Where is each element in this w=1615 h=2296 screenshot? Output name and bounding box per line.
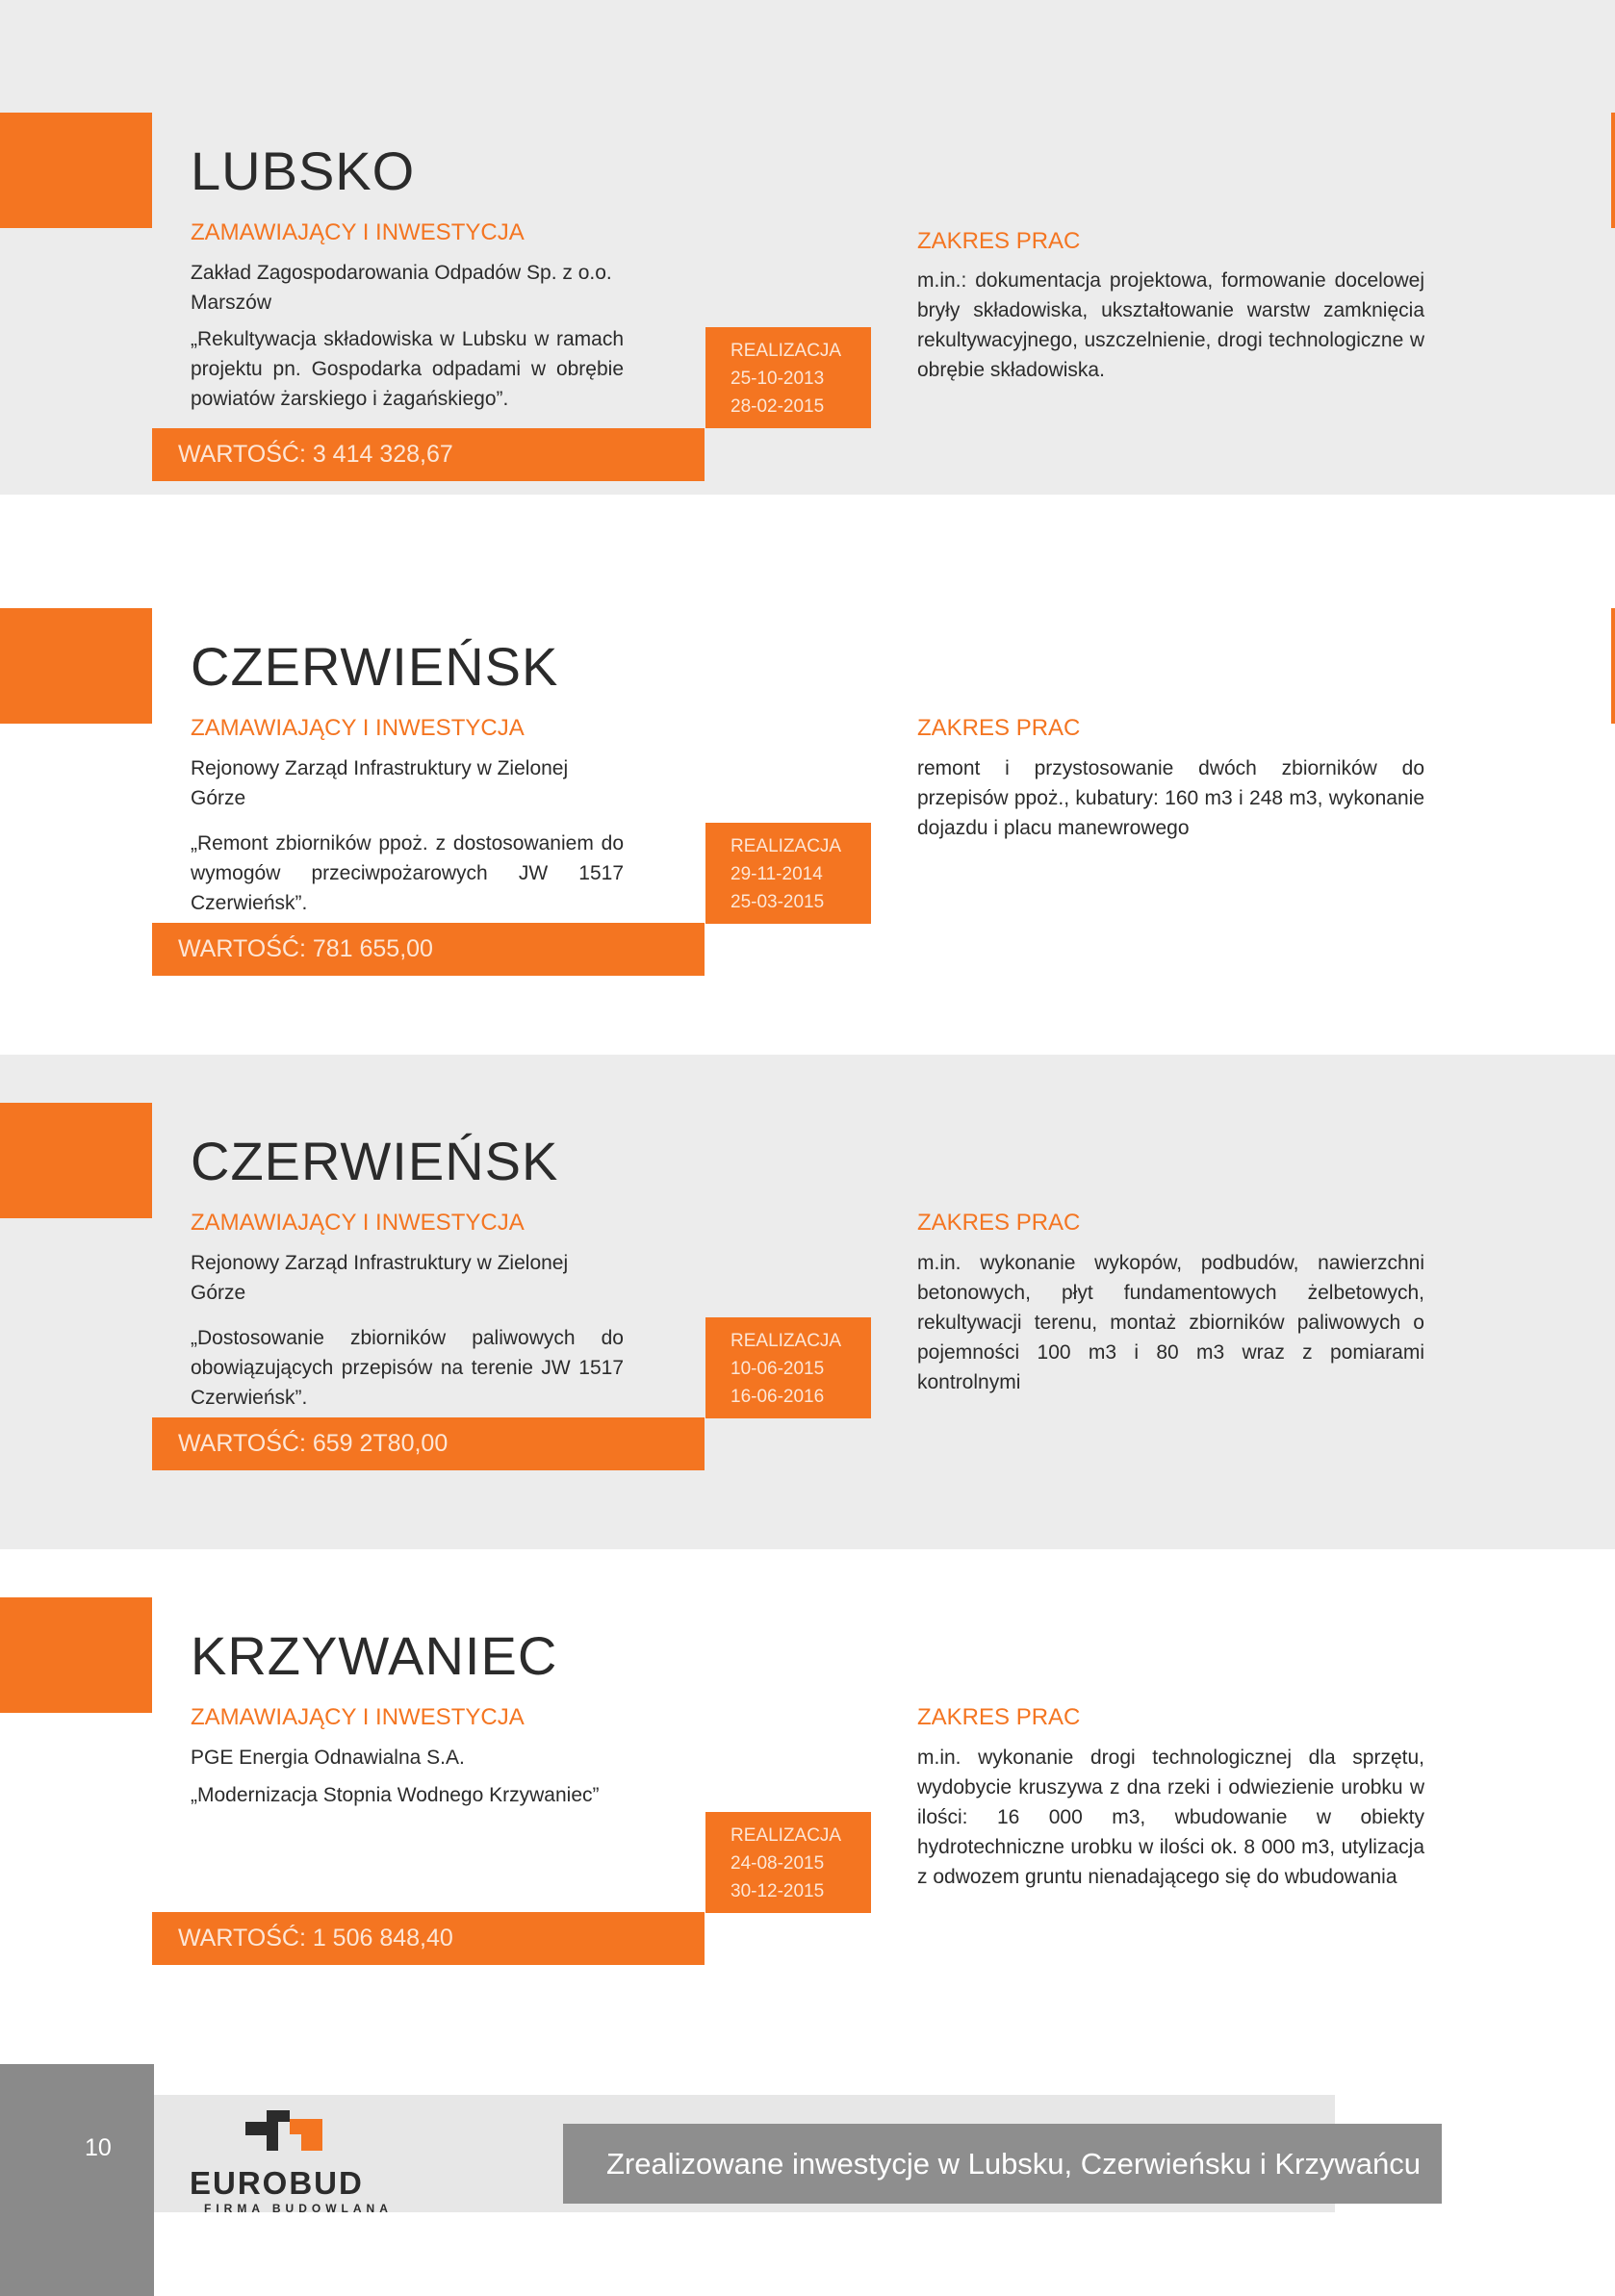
project-section-4 — [0, 1549, 1615, 2044]
orange-edge — [1611, 113, 1615, 228]
date-start: 10-06-2015 — [731, 1359, 825, 1379]
page-number: 10 — [85, 2134, 112, 2161]
scope-heading: ZAKRES PRAC — [917, 715, 1081, 741]
orange-edge — [1611, 608, 1615, 724]
date-end: 25-03-2015 — [731, 892, 825, 912]
value-bar: WARTOŚĆ: 781 655,00 — [152, 923, 705, 976]
city-title: CZERWIEŃSK — [191, 636, 559, 697]
date-start: 25-10-2013 — [731, 369, 825, 389]
logo-wordmark: EUROBUD — [190, 2165, 364, 2201]
realization-label: REALIZACJA — [731, 1825, 842, 1846]
scope-text: m.in. wykonanie drogi technologicznej dla sprzętu, wydobycie kruszywa z dna rzeki i odwiezienie urobku w ilości: 16 000 m3, wbudowanie w obiekty hydrotechniczne urobku w ilości ok. 8 000 m3, utylizacja z odwozem gruntu nienadającego się do wbudowania — [917, 1747, 1424, 1888]
scope-heading: ZAKRES PRAC — [917, 228, 1081, 254]
page-number-box — [0, 2064, 154, 2296]
realization-box — [705, 823, 871, 924]
city-title: KRZYWANIEC — [191, 1625, 558, 1686]
date-end: 16-06-2016 — [731, 1387, 825, 1407]
city-title: CZERWIEŃSK — [191, 1131, 559, 1191]
client-description: „Rekultywacja składowiska w Lubsku w ramach projektu pn. Gospodarka odpadami w obrębie powiatów żarskiego i żagańskiego”. — [191, 328, 624, 410]
realization-label: REALIZACJA — [731, 836, 842, 856]
client-heading: ZAMAWIAJĄCY I INWESTYCJA — [191, 219, 525, 245]
realization-box — [705, 327, 871, 428]
orange-tab — [0, 1597, 152, 1713]
scope-text: m.in.: dokumentacja projektowa, formowanie docelowej bryły składowiska, ukształtowanie warstw zamknięcia rekultywacyjnego, uszczelnienie, drogi technologiczne w obrębie składowiska. — [917, 269, 1424, 381]
project-section-2 — [0, 560, 1615, 1055]
scope-text: remont i przystosowanie dwóch zbiorników do przepisów ppoż., kubatury: 160 m3 i 248 m3, wykonanie dojazdu i placu manewrowego — [917, 757, 1424, 839]
realization-label: REALIZACJA — [731, 341, 842, 361]
scope-heading: ZAKRES PRAC — [917, 1704, 1081, 1730]
client-name: Rejonowy Zarząd Infrastruktury w Zielonej Górze — [191, 757, 569, 809]
realization-box — [705, 1812, 871, 1913]
value-bar: WARTOŚĆ: 3 414 328,67 — [152, 428, 705, 481]
value-bar: WARTOŚĆ: 1 506 848,40 — [152, 1912, 705, 1965]
client-heading: ZAMAWIAJĄCY I INWESTYCJA — [191, 1704, 525, 1730]
orange-tab — [0, 608, 152, 724]
orange-tab — [0, 1103, 152, 1218]
city-title: LUBSKO — [191, 140, 416, 201]
realization-box — [705, 1317, 871, 1418]
orange-tab — [0, 113, 152, 228]
scope-heading: ZAKRES PRAC — [917, 1210, 1081, 1236]
project-section-1 — [0, 0, 1615, 495]
date-start: 29-11-2014 — [731, 864, 823, 884]
client-name: PGE Energia Odnawialna S.A. — [191, 1747, 465, 1769]
value-bar: WARTOŚĆ: 659 2T80,00 — [152, 1417, 705, 1470]
client-description: „Dostosowanie zbiorników paliwowych do obowiązujących przepisów na terenie JW 1517 Czerwieńsk”. — [191, 1327, 624, 1409]
logo-subtitle: FIRMA BUDOWLANA — [204, 2202, 393, 2215]
project-section-3 — [0, 1055, 1615, 1549]
client-name: Zakład Zagospodarowania Odpadów Sp. z o.o. Marszów — [191, 262, 612, 314]
footer-banner: Zrealizowane inwestycje w Lubsku, Czerwieńsku i Krzywańcu — [563, 2124, 1442, 2204]
client-description: „Modernizacja Stopnia Wodnego Krzywaniec” — [191, 1784, 600, 1806]
client-description: „Remont zbiorników ppoż. z dostosowaniem do wymogów przeciwpożarowych JW 1517 Czerwieńsk”. — [191, 832, 624, 914]
client-name: Rejonowy Zarząd Infrastruktury w Zielonej Górze — [191, 1252, 569, 1304]
scope-text: m.in. wykonanie wykopów, podbudów, nawierzchni betonowych, płyt fundamentowych żelbetowych, rekultywacji terenu, montaż zbiorników paliwowych o pojemności 100 m3 i 80 m3 wraz z pomiarami kontrolnymi — [917, 1252, 1424, 1393]
date-end: 28-02-2015 — [731, 396, 825, 417]
client-heading: ZAMAWIAJĄCY I INWESTYCJA — [191, 1210, 525, 1236]
date-start: 24-08-2015 — [731, 1853, 825, 1874]
date-end: 30-12-2015 — [731, 1881, 825, 1901]
realization-label: REALIZACJA — [731, 1331, 842, 1351]
client-heading: ZAMAWIAJĄCY I INWESTYCJA — [191, 715, 525, 741]
